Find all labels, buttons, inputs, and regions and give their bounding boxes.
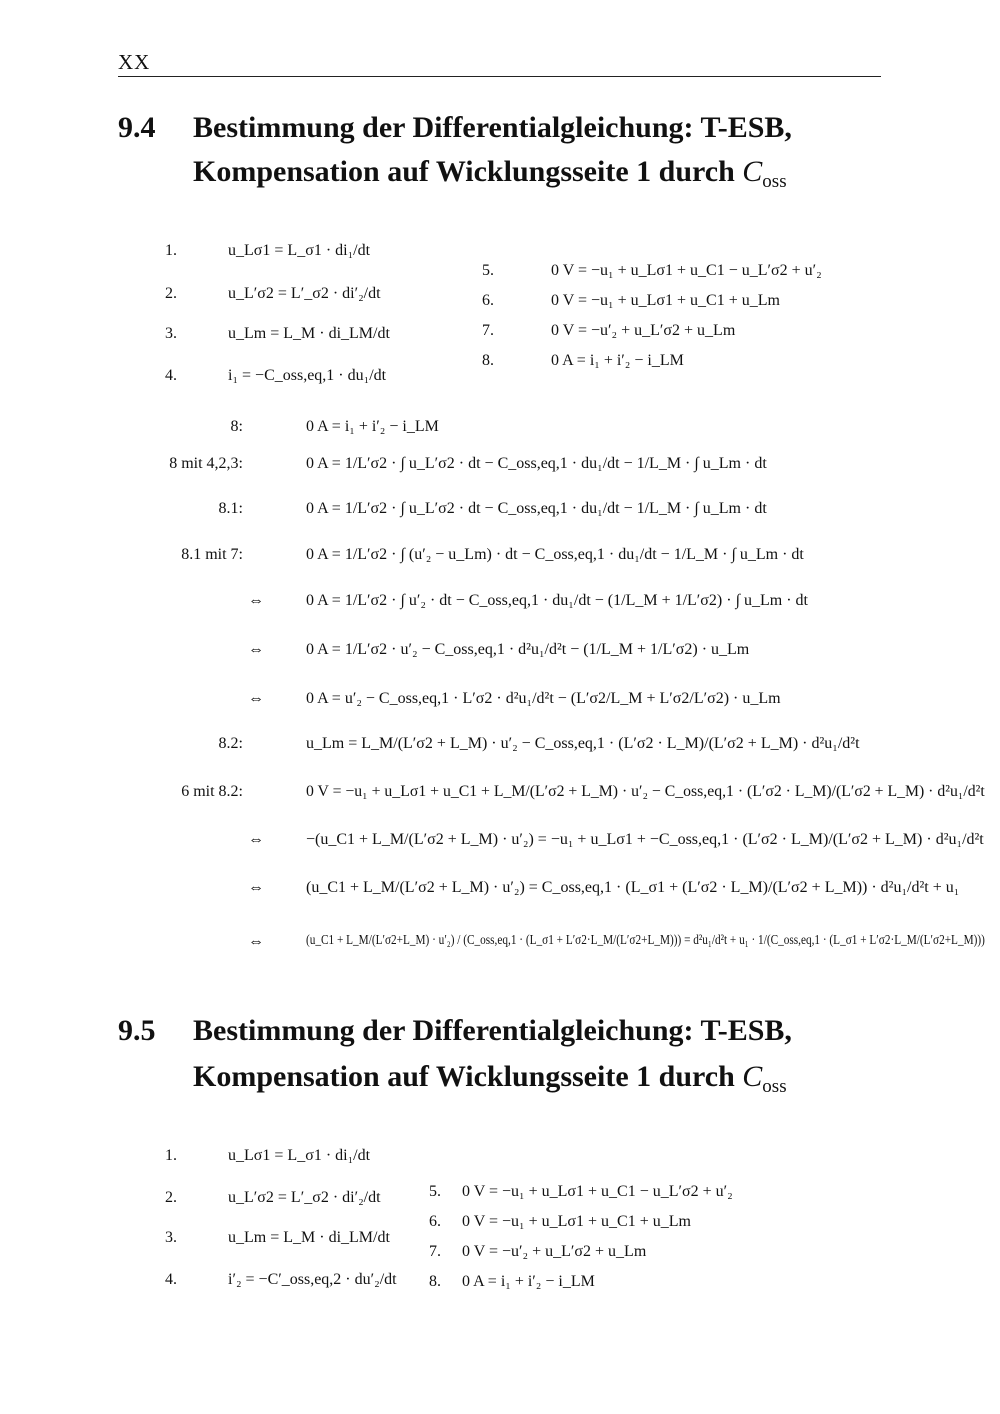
- equation: 0 A = i₁ + i′₂ − i_LM: [462, 1273, 595, 1290]
- derivation-step: 0 A = i₁ + i′₂ − i_LM: [306, 418, 439, 435]
- derivation-label: 8.1:: [218, 500, 243, 517]
- equation: u_L′σ2 = L′_σ2 · di′₂/dt: [228, 285, 381, 302]
- derivation-label: ⇔: [248, 879, 264, 896]
- eq-label: 4.: [165, 1271, 177, 1288]
- derivation-step: (u_C1 + L_M/(L′σ2 + L_M) · u′₂) = C_oss,eq,1 · (L_σ1 + (L′σ2 · L_M)/(L′σ2 + L_M)) · d²u₁/d²t + u₁: [306, 879, 960, 896]
- equation: u_Lσ1 = L_σ1 · di₁/dt: [228, 242, 371, 259]
- equation: 0 V = −u₁ + u_Lσ1 + u_C1 + u_Lm: [551, 292, 780, 309]
- eq-label: 5.: [482, 262, 494, 279]
- derivation-step: 0 A = 1/L′σ2 · ∫ u_L′σ2 · dt − C_oss,eq,1 · du₁/dt − 1/L_M · ∫ u_Lm · dt: [306, 455, 767, 472]
- derivation-label: 8:: [230, 418, 243, 435]
- eq-label: 7.: [429, 1243, 441, 1260]
- derivation-label: 8.1 mit 7:: [181, 546, 243, 563]
- eq-label: 5.: [429, 1183, 441, 1200]
- derivation-label: 8 mit 4,2,3:: [169, 455, 243, 472]
- running-header: XX: [118, 50, 151, 74]
- derivation-step: 0 A = 1/L′σ2 · ∫ u_L′σ2 · dt − C_oss,eq,1 · du₁/dt − 1/L_M · ∫ u_Lm · dt: [306, 500, 767, 517]
- eq-label: 4.: [165, 367, 177, 384]
- c-oss-symbol: $C_{oss}$: [742, 1060, 787, 1097]
- equation: i₁ = −C_oss,eq,1 · du₁/dt: [228, 367, 387, 384]
- header-rule: [118, 76, 881, 77]
- derivation-step: 0 A = 1/L′σ2 · ∫ (u′₂ − u_Lm) · dt − C_oss,eq,1 · du₁/dt − 1/L_M · ∫ u_Lm · dt: [306, 546, 804, 563]
- eq-label: 3.: [165, 325, 177, 342]
- derivation-step: −(u_C1 + L_M/(L′σ2 + L_M) · u′₂) = −u₁ + u_Lσ1 + −C_oss,eq,1 · (L′σ2 · L_M)/(L′σ2 + L_M) · d²u₁/d²t: [306, 831, 984, 848]
- equation: 0 A = i₁ + i′₂ − i_LM: [551, 352, 684, 369]
- c-oss-symbol: $C_{oss}$: [742, 155, 787, 192]
- derivation-label: ⇔: [248, 690, 264, 707]
- equation: u_Lm = L_M · di_LM/dt: [228, 325, 390, 342]
- eq-label: 6.: [482, 292, 494, 309]
- derivation-label: ⇔: [248, 592, 264, 609]
- derivation-label: ⇔: [248, 831, 264, 848]
- eq-label: 7.: [482, 322, 494, 339]
- equation: 0 V = −u₁ + u_Lσ1 + u_C1 − u_L′σ2 + u′₂: [551, 262, 822, 279]
- eq-label: 2.: [165, 1189, 177, 1206]
- section-title-line2: Kompensation auf Wicklungsseite 1 durch $C_{oss}$: [193, 155, 787, 192]
- derivation-label: ⇔: [248, 933, 264, 950]
- equation: 0 V = −u′₂ + u_L′σ2 + u_Lm: [462, 1243, 647, 1260]
- eq-label: 1.: [165, 1147, 177, 1164]
- section-title-line1: Bestimmung der Differentialgleichung: T-ESB,: [193, 111, 792, 144]
- eq-label: 6.: [429, 1213, 441, 1230]
- eq-label: 2.: [165, 285, 177, 302]
- derivation-label: 8.2:: [218, 735, 243, 752]
- equation: 0 V = −u′₂ + u_L′σ2 + u_Lm: [551, 322, 736, 339]
- derivation-step: 0 A = 1/L′σ2 · u′₂ − C_oss,eq,1 · d²u₁/d²t − (1/L_M + 1/L′σ2) · u_Lm: [306, 641, 750, 658]
- derivation-step: (u_C1 + L_M/(L′σ2+L_M) · u′₂) / (C_oss,eq,1 · (L_σ1 + L′σ2·L_M/(L′σ2+L_M))) = d²u₁/d²t + u₁ · 1/(C_oss,eq,1 · (L_σ1 + L′σ2·L_M/(L′σ2+L_M))): [306, 933, 985, 948]
- section-number: 9.4: [118, 111, 156, 144]
- derivation-step: u_Lm = L_M/(L′σ2 + L_M) · u′₂ − C_oss,eq,1 · (L′σ2 · L_M)/(L′σ2 + L_M) · d²u₁/d²t: [306, 735, 860, 752]
- section-title-line2: Kompensation auf Wicklungsseite 1 durch $C_{oss}$: [193, 1060, 787, 1097]
- derivation-label: ⇔: [248, 641, 264, 658]
- equation: i′₂ = −C′_oss,eq,2 · du′₂/dt: [228, 1271, 397, 1288]
- section-number: 9.5: [118, 1014, 156, 1047]
- eq-label: 8.: [429, 1273, 441, 1290]
- derivation-step: 0 V = −u₁ + u_Lσ1 + u_C1 + L_M/(L′σ2 + L_M) · u′₂ − C_oss,eq,1 · (L′σ2 · L_M)/(L′σ2 + L_M) · d²u₁/d²t: [306, 783, 985, 800]
- section-title-line1: Bestimmung der Differentialgleichung: T-ESB,: [193, 1014, 792, 1047]
- equation: u_Lσ1 = L_σ1 · di₁/dt: [228, 1147, 371, 1164]
- eq-label: 8.: [482, 352, 494, 369]
- derivation-step: 0 A = u′₂ − C_oss,eq,1 · L′σ2 · d²u₁/d²t − (L′σ2/L_M + L′σ2/L′σ2) · u_Lm: [306, 690, 781, 707]
- derivation-step: 0 A = 1/L′σ2 · ∫ u′₂ · dt − C_oss,eq,1 · du₁/dt − (1/L_M + 1/L′σ2) · ∫ u_Lm · dt: [306, 592, 808, 609]
- eq-label: 1.: [165, 242, 177, 259]
- equation: 0 V = −u₁ + u_Lσ1 + u_C1 + u_Lm: [462, 1213, 691, 1230]
- equation: 0 V = −u₁ + u_Lσ1 + u_C1 − u_L′σ2 + u′₂: [462, 1183, 733, 1200]
- derivation-label: 6 mit 8.2:: [181, 783, 243, 800]
- equation: u_Lm = L_M · di_LM/dt: [228, 1229, 390, 1246]
- equation: u_L′σ2 = L′_σ2 · di′₂/dt: [228, 1189, 381, 1206]
- eq-label: 3.: [165, 1229, 177, 1246]
